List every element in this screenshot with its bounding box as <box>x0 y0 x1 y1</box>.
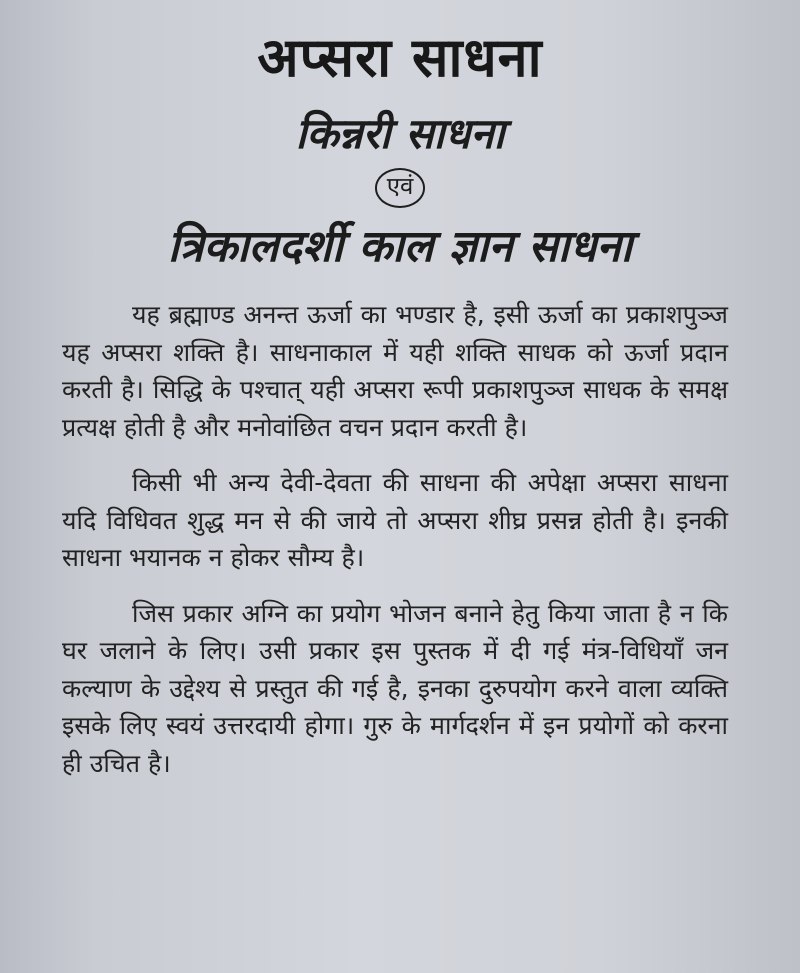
subtitle-trikaldarshi: त्रिकालदर्शी काल ज्ञान साधना <box>167 221 633 272</box>
paragraph: किसी भी अन्य देवी-देवता की साधना की अपेक्षा अप्सरा साधना यदि विधिवत शुद्ध मन से की जाये तो अप्सरा शीघ्र प्रसन्न होती है। इनकी साधना भयानक न होकर सौम्य है। <box>62 468 728 572</box>
conjunction-badge: एवं <box>375 168 426 208</box>
paragraph: यह ब्रह्माण्ड अनन्त ऊर्जा का भण्डार है, इसी ऊर्जा का प्रकाशपुञ्ज यह अप्सरा शक्ति है। साधनाकाल में यही शक्ति साधक को ऊर्जा प्रदान करती है। सिद्धि के पश्चात् यही अप्सरा रूपी प्रकाशपुञ्ज साधक के समक्ष प्रत्यक्ष होती है और मनोवांछित वचन प्रदान करती है। <box>62 300 728 442</box>
body-text <box>62 296 728 800</box>
paragraph: जिस प्रकार अग्नि का प्रयोग भोजन बनाने हेतु किया जाता है न कि घर जलाने के लिए। उसी प्रकार इस पुस्तक में दी गई मंत्र-विधियाँ जन कल्याण के उद्देश्य से प्रस्तुत की गई है, इनका दुरुपयोग करने वाला व्यक्ति इसके लिए स्वयं उत्तरदायी होगा। गुरु के मार्गदर्शन में इन प्रयोगों को करना ही उचित है। <box>62 598 728 778</box>
conjunction-wrap <box>0 168 800 208</box>
page-title: अप्सरा साधना <box>257 26 543 89</box>
subtitle-kinnari: किन्नरी साधना <box>295 109 505 158</box>
